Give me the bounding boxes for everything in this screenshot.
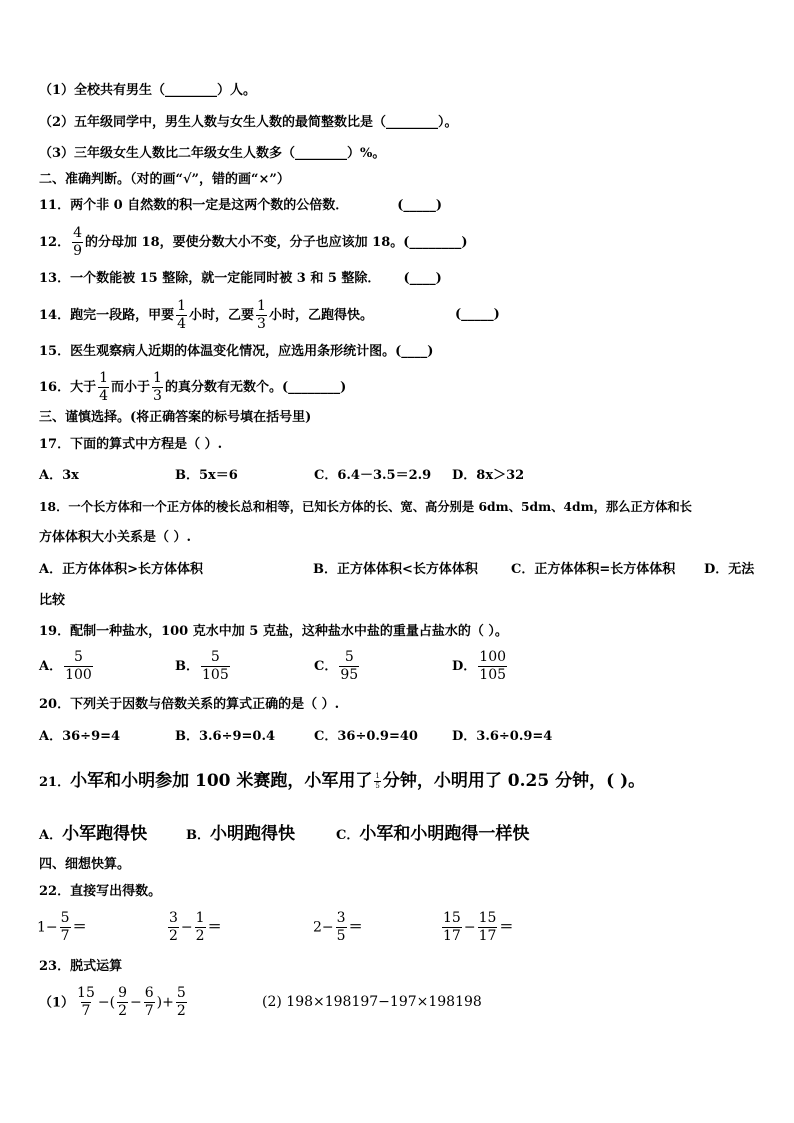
question-18-line-2: 方体体积大小关系是（ ）. [39,530,192,545]
question-20: 20．下列关于因数与倍数关系的算式正确的是（ ）. [39,697,340,712]
question-21-text-b: 分钟，小明用了 0.25 分钟，( )。 [382,771,646,791]
q17-option-c: C．6.4－3.5＝2.9 [314,468,432,483]
q18-option-c: C．正方体体积=长方体体积 [511,562,676,577]
question-11-blank: (_____) [397,198,443,213]
question-16-text-a: 16．大于 [39,380,97,395]
question-19: 19．配制一种盐水，100 克水中加 5 克盐，这种盐水中盐的重量占盐水的（ ）。 [39,624,508,639]
question-16-text-c: 的真分数有无数个。(________) [164,380,347,395]
fraction-1-3: $\frac{1}{3}$ [153,370,162,404]
section-2-heading: 二、准确判断。（对的画“√”，错的画“×”） [39,172,290,187]
question-15: 15．医生观察病人近期的体温变化情况，应选用条形统计图。(____) [39,344,434,359]
q20-option-b: B．3.6÷9=0.4 [175,729,276,744]
fraction-1-4: $\frac{1}{4}$ [99,370,109,404]
q19-option-d: D． $\frac{100}{105}$ [452,649,507,683]
section-3-heading: 三、谨慎选择。(将正确答案的标号填在括号里) [39,410,312,425]
question-18-line-1: 18．一个长方体和一个正方体的棱长总和相等，已知长方体的长、宽、高分别是 6dm、5dm、4dm，那么正方体和长 [39,499,692,514]
fraction-5-2: $\frac{5}{2}$ [176,985,186,1019]
question-21-text-a: 小军和小明参加 100 米赛跑，小军用了 [70,771,373,791]
q17-option-a: A．3x [39,468,79,483]
q18-option-d-wrap: 比较 [39,593,66,608]
question-22: 22．直接写出得数。 [39,884,162,899]
question-13 [39,271,442,287]
q21-option-b: B．小明跑得快 [186,824,295,844]
fraction-5-95: $\frac{5}{95}$ [340,649,359,683]
fraction-1-5: $\frac{1}{5}$ [375,772,380,790]
q18-option-a: A．正方体体积>长方体体积 [39,562,203,577]
question-11-text: 11．两个非 0 自然数的积一定是这两个数的公倍数． [39,198,349,213]
q17-option-b: B．5x＝6 [175,468,238,483]
fraction-15-7: $\frac{15}{7}$ [77,985,95,1019]
fraction-9-2: $\frac{9}{2}$ [118,985,127,1019]
fraction-100-105: $\frac{100}{105}$ [479,649,507,683]
question-14-text-a: 14．跑完一段路，甲要 [39,308,175,323]
q22-item-2: $\frac{3}{2}$ − $\frac{1}{2}$ ＝ [169,910,222,944]
fraction-5-7: $\frac{5}{7}$ [60,910,70,944]
q20-option-a: A．36÷9=4 [39,729,121,744]
question-12-number: 12． [39,235,71,250]
section-4-heading: 四、细想快算。 [39,857,131,872]
q19-option-c: C． $\frac{5}{95}$ [314,649,359,683]
fraction-15-17: $\frac{15}{17}$ [443,910,461,944]
q19-option-b: B． $\frac{5}{105}$ [175,649,229,683]
question-23: 23．脱式运算 [39,959,123,974]
question-16-text-b: 而小于 [111,380,151,395]
q21-option-c: C．小军和小明跑得一样快 [336,824,530,844]
fraction-4-9: $\frac{4}{9}$ [73,225,83,259]
question-14-text-c: 小时，乙跑得快。 [268,308,373,323]
question-17: 17．下面的算式中方程是（ ）. [39,437,223,452]
fraction-1-2: $\frac{1}{2}$ [195,910,205,944]
q22-item-1: 1− $\frac{5}{7}$ ＝ [37,910,87,944]
fraction-5-105: $\frac{5}{105}$ [202,649,229,683]
question-12 [39,226,468,259]
question-11 [39,198,442,214]
q22-item-4: $\frac{15}{17}$ − $\frac{15}{17}$ ＝ [443,910,514,944]
q19-option-a: A． $\frac{5}{100}$ [39,649,92,683]
question-13-text: 13．一个数能被 15 整除，就一定能同时被 3 和 5 整除． [39,271,381,286]
q20-option-d: D．3.6÷0.9=4 [452,729,553,744]
fraction-5-100: $\frac{5}{100}$ [65,649,92,683]
sub-question-2: （2）五年级同学中，男生人数与女生人数的最简整数比是（________）。 [39,115,458,130]
fraction-3-2: $\frac{3}{2}$ [169,910,178,944]
sub-question-1: （1）全校共有男生（________）人。 [39,83,257,98]
question-14-blank: (_____) [455,307,500,322]
fraction-1-3: $\frac{1}{3}$ [257,298,266,332]
question-14-text-b: 小时，乙要 [189,308,255,323]
question-14 [39,299,373,332]
question-21 [39,770,645,794]
q23-part-1: （1） $\frac{15}{7}$ −( $\frac{9}{2}$ − $\frac{6}{7}$ )+ $\frac{5}{2}$ [39,985,186,1019]
question-13-blank: (____) [403,271,442,286]
question-16 [39,371,346,404]
fraction-15-17: $\frac{15}{17}$ [478,910,497,944]
q18-option-b: B．正方体体积<长方体体积 [313,562,478,577]
fraction-1-4: $\frac{1}{4}$ [177,298,187,332]
q22-item-3: 2− $\frac{3}{5}$ ＝ [313,910,363,944]
q21-option-a: A．小军跑得快 [39,824,148,844]
question-21-number: 21． [39,775,71,790]
q17-option-d: D．8x＞32 [452,468,525,483]
q20-option-c: C．36÷0.9=40 [314,729,418,744]
question-12-text: 的分母加 18，要使分数大小不变，分子也应该加 18。(________) [85,235,468,250]
fraction-3-5: $\frac{3}{5}$ [336,910,346,944]
fraction-6-7: $\frac{6}{7}$ [144,985,154,1019]
q18-option-d: D．无法 [704,562,755,577]
sub-question-3: （3）三年级女生人数比二年级女生人数多（________）%。 [39,146,386,161]
q23-part-2: (2) 198×198197−197×198198 [262,994,482,1010]
